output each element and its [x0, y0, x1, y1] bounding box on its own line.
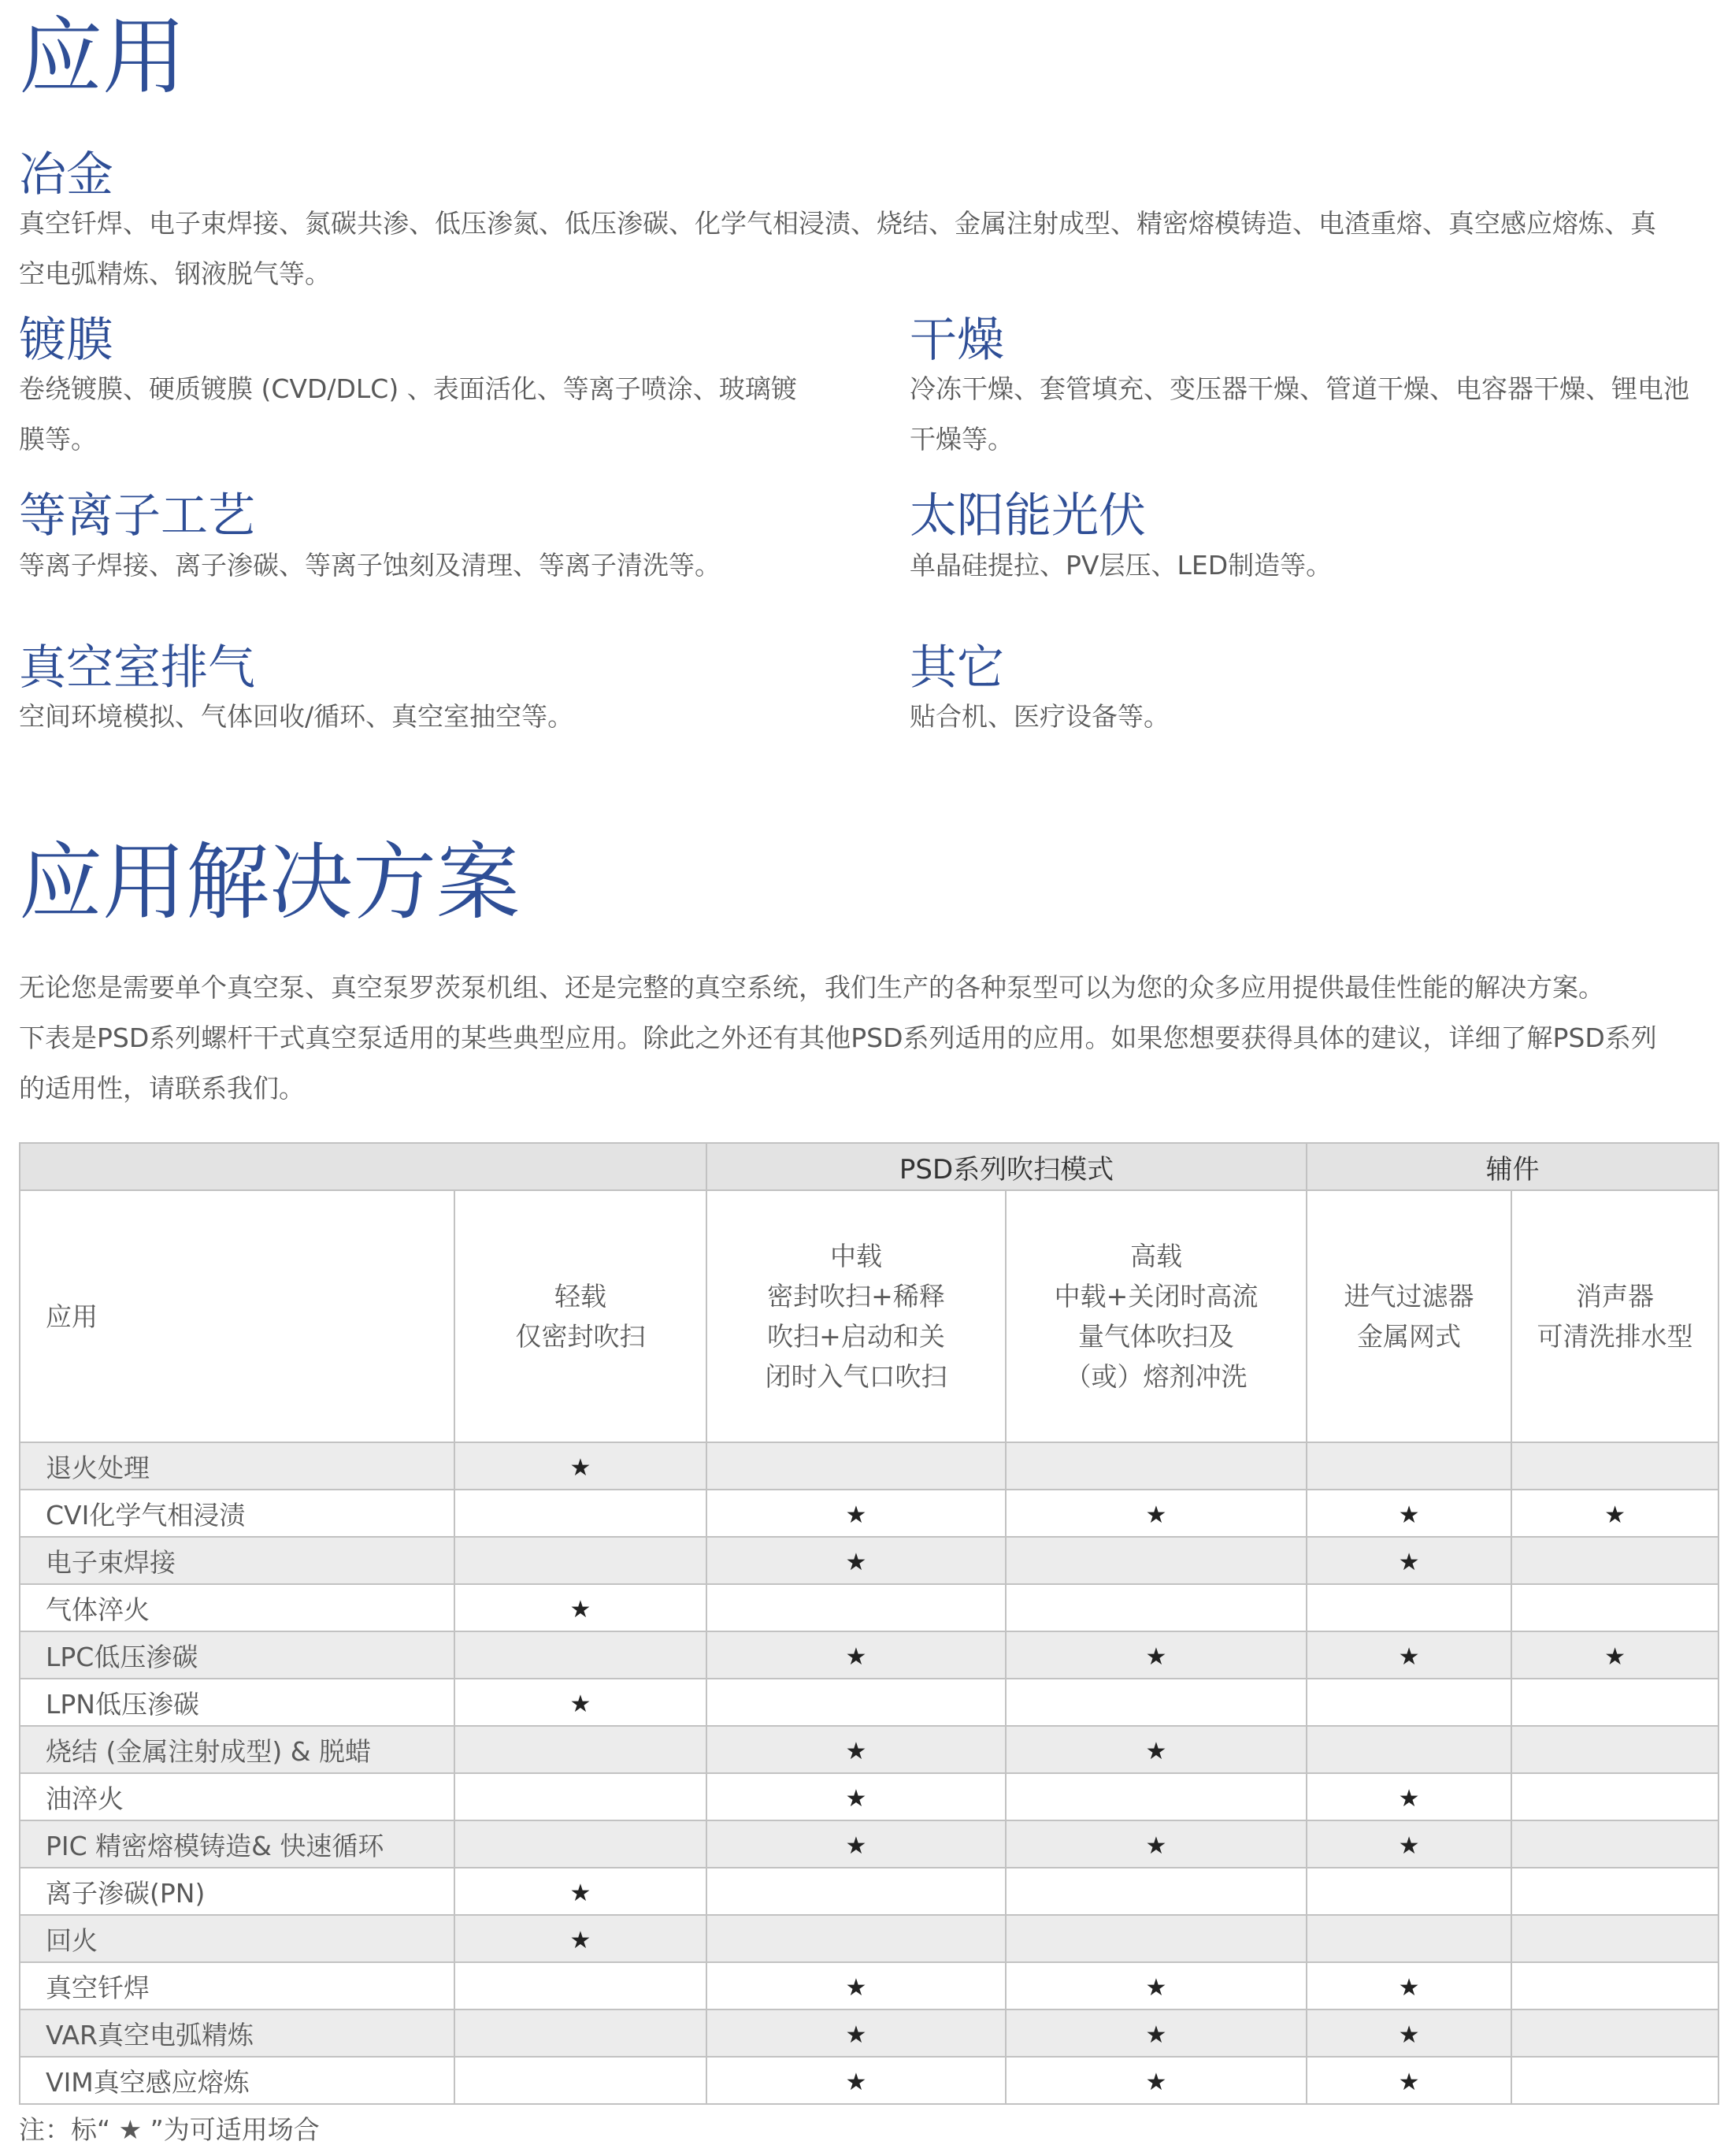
table-row: [20, 1962, 1718, 2009]
cell-silencer: [1511, 1490, 1718, 1537]
star-icon: ★: [845, 1831, 867, 1860]
row-application-name: LPN低压渗碳: [20, 1679, 454, 1726]
intro-line-2: 下表是PSD系列螺杆干式真空泵适用的某些典型应用。除此之外还有其他PSD系列适用的应用。如果您想要获得具体的建议，详细了解PSD系列: [19, 1022, 1657, 1053]
table-row: [20, 1679, 1718, 1726]
table-row: [20, 1773, 1718, 1820]
col-heavy-line: （或）熔剂冲洗: [1065, 1361, 1248, 1392]
star-icon: ★: [845, 1548, 867, 1576]
star-icon: ★: [1398, 2068, 1420, 2096]
cell-medium-load: [706, 1584, 1006, 1631]
cell-light-load: [454, 2009, 706, 2057]
star-icon: ★: [845, 2068, 867, 2096]
cell-medium-load: [706, 1442, 1006, 1490]
table-row: [20, 1820, 1718, 1868]
cell-silencer: [1511, 1726, 1718, 1773]
cell-heavy-load: [1006, 1537, 1307, 1584]
star-icon: ★: [1145, 1973, 1167, 2002]
col-filter-line: 金属网式: [1357, 1321, 1462, 1352]
drying-line-1: 冷冻干燥、套管填充、变压器干燥、管道干燥、电容器干燥、锂电池: [910, 373, 1689, 404]
star-icon: ★: [569, 1690, 591, 1718]
cell-silencer: [1511, 1584, 1718, 1631]
cell-heavy-load: [1006, 2009, 1307, 2057]
cell-light-load: [454, 1820, 706, 1868]
table-row: [20, 1631, 1718, 1679]
star-icon: ★: [1145, 2021, 1167, 2049]
star-icon: ★: [569, 1595, 591, 1623]
cell-light-load: [454, 1773, 706, 1820]
metallurgy-text: [19, 199, 1712, 299]
cell-heavy-load: [1006, 2057, 1307, 2104]
cell-heavy-load: [1006, 1631, 1307, 1679]
col-inlet-filter: [1307, 1190, 1511, 1442]
table-row: [20, 1537, 1718, 1584]
col-medium-line: 吹扫+启动和关: [767, 1321, 945, 1352]
vacuum-chamber-text: 空间环境模拟、气体回收/循环、真空室抽空等。: [19, 701, 574, 732]
cell-medium-load: [706, 2009, 1006, 2057]
col-heavy-load: [1006, 1190, 1307, 1442]
col-silencer: [1511, 1190, 1718, 1442]
star-icon: ★: [845, 1973, 867, 2002]
cell-heavy-load: [1006, 1442, 1307, 1490]
cell-light-load: [454, 1679, 706, 1726]
row-application-name: 油淬火: [20, 1773, 454, 1820]
solar-text: 单晶硅提拉、PV层压、LED制造等。: [910, 550, 1333, 581]
cell-inlet-filter: [1307, 2009, 1511, 2057]
col-light-line: 轻载: [554, 1281, 606, 1312]
col-heavy-line: 高载: [1130, 1241, 1182, 1271]
header-purge-modes: PSD系列吹扫模式: [706, 1143, 1307, 1190]
star-icon: ★: [1398, 2021, 1420, 2049]
star-icon: ★: [569, 1879, 591, 1907]
cell-inlet-filter: [1307, 1868, 1511, 1915]
cell-light-load: [454, 1726, 706, 1773]
solutions-intro: [19, 963, 1712, 1114]
star-icon: ★: [569, 1453, 591, 1482]
star-icon: ★: [845, 1737, 867, 1765]
table-footnote: 注：标“ ★ ”为可适用场合: [19, 2114, 320, 2145]
heading-vacuum-chamber: 真空室排气: [19, 640, 255, 696]
star-icon: ★: [1398, 1973, 1420, 2002]
cell-inlet-filter: [1307, 1490, 1511, 1537]
cell-medium-load: [706, 1679, 1006, 1726]
cell-medium-load: [706, 1631, 1006, 1679]
cell-medium-load: [706, 1773, 1006, 1820]
cell-inlet-filter: [1307, 1962, 1511, 2009]
row-application-name: 离子渗碳(PN): [20, 1868, 454, 1915]
col-filter-line: 进气过滤器: [1344, 1281, 1474, 1312]
cell-heavy-load: [1006, 1915, 1307, 1962]
cell-silencer: [1511, 2057, 1718, 2104]
coating-line-1: 卷绕镀膜、硬质镀膜 (CVD/DLC) 、表面活化、等离子喷涂、玻璃镀: [19, 373, 797, 404]
star-icon: ★: [845, 2021, 867, 2049]
cell-light-load: [454, 1584, 706, 1631]
row-application-name: 真空钎焊: [20, 1962, 454, 2009]
col-silencer-line: 可清洗排水型: [1537, 1321, 1693, 1352]
star-icon: ★: [1398, 1642, 1420, 1671]
cell-silencer: [1511, 1868, 1718, 1915]
heading-coating: 镀膜: [19, 313, 113, 368]
cell-light-load: [454, 1868, 706, 1915]
heading-drying: 干燥: [910, 313, 1004, 368]
star-icon: ★: [1398, 1784, 1420, 1813]
table-row: [20, 2009, 1718, 2057]
cell-light-load: [454, 1915, 706, 1962]
star-icon: ★: [569, 1926, 591, 1954]
cell-inlet-filter: [1307, 2057, 1511, 2104]
cell-heavy-load: [1006, 1726, 1307, 1773]
star-icon: ★: [845, 1501, 867, 1529]
page-title: 应用: [19, 9, 186, 106]
cell-inlet-filter: [1307, 1820, 1511, 1868]
cell-light-load: [454, 2057, 706, 2104]
cell-silencer: [1511, 1679, 1718, 1726]
cell-heavy-load: [1006, 1773, 1307, 1820]
cell-inlet-filter: [1307, 1537, 1511, 1584]
heading-plasma: 等离子工艺: [19, 488, 255, 544]
table-row: [20, 1915, 1718, 1962]
row-application-name: 回火: [20, 1915, 454, 1962]
cell-silencer: [1511, 1962, 1718, 2009]
other-text: 贴合机、医疗设备等。: [910, 701, 1170, 732]
cell-silencer: [1511, 1773, 1718, 1820]
cell-medium-load: [706, 1962, 1006, 2009]
star-icon: ★: [1398, 1501, 1420, 1529]
star-icon: ★: [1145, 1737, 1167, 1765]
cell-heavy-load: [1006, 1962, 1307, 2009]
col-heavy-line: 中载+关闭时高流: [1054, 1281, 1259, 1312]
drying-line-2: 干燥等。: [910, 424, 1014, 455]
cell-medium-load: [706, 1915, 1006, 1962]
cell-medium-load: [706, 1820, 1006, 1868]
col-application: 应用: [20, 1190, 454, 1442]
cell-heavy-load: [1006, 1584, 1307, 1631]
col-medium-line: 密封吹扫+稀释: [767, 1281, 945, 1312]
cell-heavy-load: [1006, 1490, 1307, 1537]
solutions-title: 应用解决方案: [19, 834, 520, 931]
col-silencer-line: 消声器: [1576, 1281, 1655, 1312]
col-medium-load: [706, 1190, 1006, 1442]
row-application-name: LPC低压渗碳: [20, 1631, 454, 1679]
coating-text: [19, 364, 854, 465]
star-icon: ★: [1145, 1831, 1167, 1860]
cell-light-load: [454, 1490, 706, 1537]
cell-medium-load: [706, 1868, 1006, 1915]
row-application-name: 气体淬火: [20, 1584, 454, 1631]
star-icon: ★: [1398, 1831, 1420, 1860]
col-medium-line: 闭时入气口吹扫: [765, 1361, 947, 1392]
cell-medium-load: [706, 1537, 1006, 1584]
cell-silencer: [1511, 1442, 1718, 1490]
table-row: [20, 1868, 1718, 1915]
header-blank: [20, 1143, 706, 1190]
col-medium-line: 中载: [830, 1241, 882, 1271]
coating-line-2: 膜等。: [19, 424, 97, 455]
intro-line-1: 无论您是需要单个真空泵、真空泵罗茨泵机组、还是完整的真空系统，我们生产的各种泵型可以为您的众多应用提供最佳性能的解决方案。: [19, 972, 1604, 1003]
heading-metallurgy: 冶金: [19, 147, 113, 202]
table-body: [20, 1442, 1718, 2104]
star-icon: ★: [1398, 1548, 1420, 1576]
cell-inlet-filter: [1307, 1442, 1511, 1490]
cell-inlet-filter: [1307, 1915, 1511, 1962]
cell-light-load: [454, 1631, 706, 1679]
star-icon: ★: [845, 1784, 867, 1813]
cell-heavy-load: [1006, 1679, 1307, 1726]
row-application-name: 退火处理: [20, 1442, 454, 1490]
cell-silencer: [1511, 1820, 1718, 1868]
table-row: [20, 1584, 1718, 1631]
cell-light-load: [454, 1442, 706, 1490]
table-row: [20, 1726, 1718, 1773]
metallurgy-line-1: 真空钎焊、电子束焊接、氮碳共渗、低压渗氮、低压渗碳、化学气相浸渍、烧结、金属注射成型、精密熔模铸造、电渣重熔、真空感应熔炼、真: [19, 208, 1656, 239]
cell-light-load: [454, 1962, 706, 2009]
cell-inlet-filter: [1307, 1679, 1511, 1726]
cell-medium-load: [706, 1726, 1006, 1773]
cell-silencer: [1511, 1915, 1718, 1962]
header-accessories: 辅件: [1307, 1143, 1718, 1190]
table-row: [20, 1442, 1718, 1490]
cell-medium-load: [706, 2057, 1006, 2104]
row-application-name: 电子束焊接: [20, 1537, 454, 1584]
star-icon: ★: [1604, 1501, 1626, 1529]
star-icon: ★: [1145, 1642, 1167, 1671]
cell-light-load: [454, 1537, 706, 1584]
metallurgy-line-2: 空电弧精炼、钢液脱气等。: [19, 258, 331, 289]
cell-heavy-load: [1006, 1820, 1307, 1868]
row-application-name: CVI化学气相浸渍: [20, 1490, 454, 1537]
star-icon: ★: [1604, 1642, 1626, 1671]
row-application-name: PIC 精密熔模铸造& 快速循环: [20, 1820, 454, 1868]
col-light-load: [454, 1190, 706, 1442]
application-table: [19, 1142, 1719, 2105]
star-icon: ★: [1145, 1501, 1167, 1529]
star-icon: ★: [1145, 2068, 1167, 2096]
cell-medium-load: [706, 1490, 1006, 1537]
cell-silencer: [1511, 1537, 1718, 1584]
table-row: [20, 2057, 1718, 2104]
drying-text: [910, 364, 1713, 465]
star-icon: ★: [845, 1642, 867, 1671]
plasma-text: 等离子焊接、离子渗碳、等离子蚀刻及清理、等离子清洗等。: [19, 550, 721, 581]
row-application-name: 烧结 (金属注射成型) & 脱蜡: [20, 1726, 454, 1773]
cell-silencer: [1511, 1631, 1718, 1679]
cell-inlet-filter: [1307, 1584, 1511, 1631]
table-row: [20, 1490, 1718, 1537]
row-application-name: VIM真空感应熔炼: [20, 2057, 454, 2104]
cell-inlet-filter: [1307, 1773, 1511, 1820]
cell-silencer: [1511, 2009, 1718, 2057]
cell-inlet-filter: [1307, 1631, 1511, 1679]
heading-solar: 太阳能光伏: [910, 488, 1146, 544]
col-heavy-line: 量气体吹扫及: [1078, 1321, 1234, 1352]
cell-heavy-load: [1006, 1868, 1307, 1915]
cell-inlet-filter: [1307, 1726, 1511, 1773]
intro-line-3: 的适用性，请联系我们。: [19, 1073, 305, 1104]
row-application-name: VAR真空电弧精炼: [20, 2009, 454, 2057]
col-light-line: 仅密封吹扫: [515, 1321, 646, 1352]
heading-other: 其它: [910, 640, 1004, 696]
